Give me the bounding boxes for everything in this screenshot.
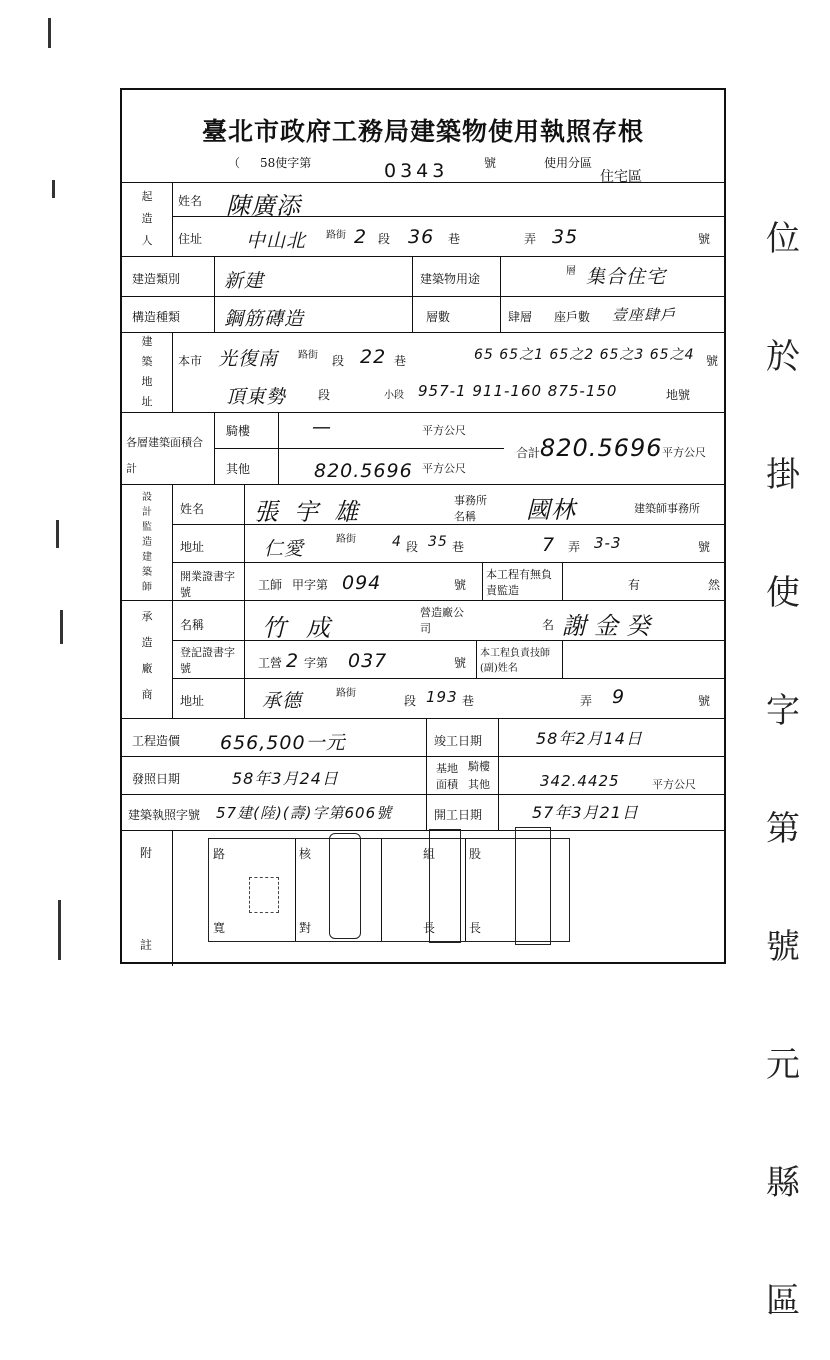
designer-office-suffix: 建築師事務所 — [634, 502, 700, 515]
site-lane-label: 巷 — [394, 354, 407, 368]
base-value: 342.4425 — [540, 772, 620, 790]
base-other: 其他 — [468, 778, 490, 791]
structure-value: 鋼筋磚造 — [224, 308, 305, 330]
structure-floors-label: 層數 — [426, 310, 451, 324]
builder-sec-label: 段 — [378, 232, 391, 246]
area-total-label: 合計 — [516, 446, 541, 460]
remarks-label-top: 附 — [140, 846, 153, 860]
site-hao: 號 — [706, 354, 719, 368]
permit-form — [120, 88, 726, 964]
designer-supervise-label: 本工程有無負責監造 — [486, 568, 552, 597]
contractor-reg-num: 2 — [286, 650, 300, 672]
builder-road: 中山北 — [246, 230, 307, 252]
stamp-label-7: 長 — [469, 921, 482, 935]
form-title: 臺北市政府工務局建築物使用執照存根 — [201, 117, 644, 146]
builder-hao: 號 — [698, 232, 711, 246]
designer-office-label: 事務所名稱 — [454, 494, 487, 523]
stamp-seal-4 — [249, 877, 279, 913]
contractor-corp-label: 營造廠公司 — [420, 606, 464, 635]
side-char-9: 區 — [766, 1281, 800, 1321]
area-other-label: 其他 — [226, 462, 251, 476]
build-type-label: 建造類別 — [132, 272, 181, 286]
base-arcade: 騎樓 — [468, 760, 490, 773]
stamp-seal-2 — [429, 829, 461, 943]
area-section-label: 各層建築面積合計 — [126, 436, 203, 475]
contractor-mgr: 謝金癸 — [562, 612, 658, 640]
area-arcade: — — [312, 416, 332, 438]
build-use-floors: 層 — [566, 266, 576, 277]
side-char-1: 於 — [766, 337, 800, 377]
builder-lane-label: 巷 — [448, 232, 461, 246]
contractor-addr-label: 地址 — [180, 694, 205, 708]
contractor-alley: 9 — [612, 686, 626, 708]
area-other: 820.5696 — [314, 460, 413, 482]
designer-supervise-suffix: 然 — [708, 578, 721, 592]
site-district: 頂東勢 — [226, 386, 287, 408]
stamp-label-6: 股 — [469, 847, 482, 861]
contractor-road-label: 路街 — [336, 688, 356, 699]
site-road-label: 路街 — [298, 350, 318, 361]
cost-label: 工程造價 — [132, 734, 181, 748]
base-unit: 平方公尺 — [652, 778, 696, 791]
permit-no-label: 建築執照字號 — [128, 808, 201, 822]
site-sec-label: 段 — [332, 354, 345, 368]
designer-addr-label: 地址 — [180, 540, 205, 554]
designer-road-label: 路街 — [336, 534, 356, 545]
site-nums: 65 65之1 65之2 65之3 65之4 — [474, 347, 695, 363]
base-label: 基地面積 — [436, 762, 458, 791]
site-city: 本市 — [178, 354, 203, 368]
builder-addr-label: 住址 — [178, 232, 203, 246]
contractor-tech-label: 本工程負責技師(副)姓名 — [480, 648, 550, 674]
designer-cert-hao: 號 — [454, 578, 467, 592]
site-lane: 22 — [360, 346, 387, 368]
side-char-5: 第 — [766, 809, 800, 849]
contractor-name-label: 名稱 — [180, 618, 205, 632]
contractor-road: 承德 — [262, 690, 303, 712]
designer-sec: 4 — [392, 534, 402, 550]
side-bleed-text — [748, 180, 818, 1360]
stamp-label-0: 路 — [213, 847, 226, 861]
scan-mark-4 — [60, 610, 63, 644]
side-char-0: 位 — [766, 219, 800, 259]
contractor-sec-label: 段 — [404, 694, 417, 708]
contractor-lane: 193 — [426, 688, 458, 706]
permit-no-value: 57建(陸)(壽)字第606號 — [216, 804, 393, 822]
site-lot-label: 地號 — [666, 388, 691, 402]
contractor-reg-label: 登記證書字號 — [180, 646, 235, 675]
stamp-seal-3 — [515, 827, 551, 945]
designer-cert-type: 甲字第 — [292, 578, 329, 592]
builder-lane: 36 — [408, 226, 435, 248]
permit-number: 0343 — [384, 160, 449, 182]
designer-lane-label: 巷 — [452, 540, 465, 554]
permit-hao: 號 — [484, 156, 497, 170]
side-char-4: 字 — [766, 691, 800, 731]
remarks-stamp-grid — [208, 838, 570, 942]
area-unit-1: 平方公尺 — [422, 424, 466, 437]
contractor-name: 竹成 — [262, 614, 350, 642]
permit-num-label: 58使字第 — [260, 156, 312, 170]
area-unit-3: 平方公尺 — [422, 462, 466, 475]
builder-alley: 35 — [552, 226, 579, 248]
site-xiaoduan: 小段 — [384, 390, 404, 401]
designer-alley-label: 弄 — [568, 540, 581, 554]
build-use-label: 建築物用途 — [420, 272, 481, 286]
contractor-mgr-label: 名 — [542, 618, 555, 632]
site-section-label: 建築地址 — [141, 335, 153, 408]
designer-name: 張宇雄 — [254, 498, 374, 526]
builder-sec: 2 — [354, 226, 368, 248]
builder-section-label: 起造人 — [141, 190, 153, 247]
stamp-label-4: 組 — [423, 847, 436, 861]
contractor-lane-label: 巷 — [462, 694, 475, 708]
contractor-reg-prefix: 工營 — [258, 656, 283, 670]
site-lots: 957-1 911-160 875-150 — [418, 382, 618, 400]
contractor-section-label: 承造廠商 — [141, 610, 153, 701]
designer-name-label: 姓名 — [180, 502, 205, 516]
contractor-hao: 號 — [698, 694, 711, 708]
side-char-2: 掛 — [766, 455, 800, 495]
builder-name: 陳廣添 — [226, 192, 301, 220]
stamp-label-2: 核 — [299, 847, 312, 861]
scan-mark-1 — [48, 18, 51, 48]
designer-lane: 35 — [428, 534, 448, 550]
households-label: 座戶數 — [554, 310, 591, 324]
scan-mark-3 — [56, 520, 59, 548]
contractor-reg-type: 字第 — [304, 656, 329, 670]
builder-road-label: 路街 — [326, 230, 346, 241]
contractor-reg-hao: 號 — [454, 656, 467, 670]
builder-name-label: 姓名 — [178, 194, 203, 208]
stamp-seal-1 — [329, 833, 361, 939]
cost-value: 656,500一元 — [220, 732, 346, 754]
designer-cert: 094 — [342, 572, 382, 594]
start-value: 57年3月21日 — [532, 803, 639, 822]
designer-sec-label: 段 — [406, 540, 419, 554]
side-char-6: 號 — [766, 927, 800, 967]
side-char-7: 元 — [766, 1045, 800, 1085]
issue-value: 58年3月24日 — [232, 769, 339, 788]
designer-road: 仁愛 — [264, 538, 305, 560]
structure-label: 構造種類 — [132, 310, 181, 324]
designer-office: 國林 — [526, 496, 576, 524]
stamp-label-3: 對 — [299, 921, 312, 935]
site-duan: 段 — [318, 388, 331, 402]
designer-section-label: 設計監造建築師 — [142, 492, 152, 593]
designer-hao: 號 — [698, 540, 711, 554]
build-use-value: 集合住宅 — [586, 266, 667, 288]
area-total: 820.5696 — [540, 434, 663, 462]
build-type-value: 新建 — [224, 270, 265, 292]
side-char-8: 縣 — [766, 1163, 800, 1203]
designer-cert-prefix: 工師 — [258, 578, 283, 592]
stamp-label-1: 寬 — [213, 921, 226, 935]
remarks-label-bottom: 註 — [140, 938, 153, 952]
side-char-3: 使 — [766, 573, 800, 613]
designer-alley-num: 7 — [542, 534, 556, 556]
done-label: 竣工日期 — [434, 734, 483, 748]
zone-label: 使用分區 — [544, 156, 593, 170]
designer-supervise: 有 — [628, 578, 641, 592]
zone-value: 住宅區 — [600, 169, 642, 185]
scan-mark-5 — [58, 900, 61, 960]
site-road: 光復南 — [218, 348, 279, 370]
issue-label: 發照日期 — [132, 772, 181, 786]
done-value: 58年2月14日 — [536, 729, 643, 748]
structure-floors: 肆層 — [508, 310, 533, 324]
contractor-reg: 037 — [348, 650, 388, 672]
permit-paren: （ — [228, 156, 241, 170]
area-arcade-label: 騎樓 — [226, 424, 251, 438]
area-unit-2: 平方公尺 — [662, 446, 706, 459]
contractor-alley-label: 弄 — [580, 694, 593, 708]
start-label: 開工日期 — [434, 808, 483, 822]
scan-mark-2 — [52, 180, 55, 198]
households-value: 壹座肆戶 — [612, 306, 677, 324]
designer-cert-label: 開業證書字號 — [180, 570, 235, 599]
builder-alley-label: 弄 — [524, 232, 537, 246]
stamp-label-5: 長 — [423, 921, 436, 935]
designer-alley: 3-3 — [594, 534, 622, 552]
